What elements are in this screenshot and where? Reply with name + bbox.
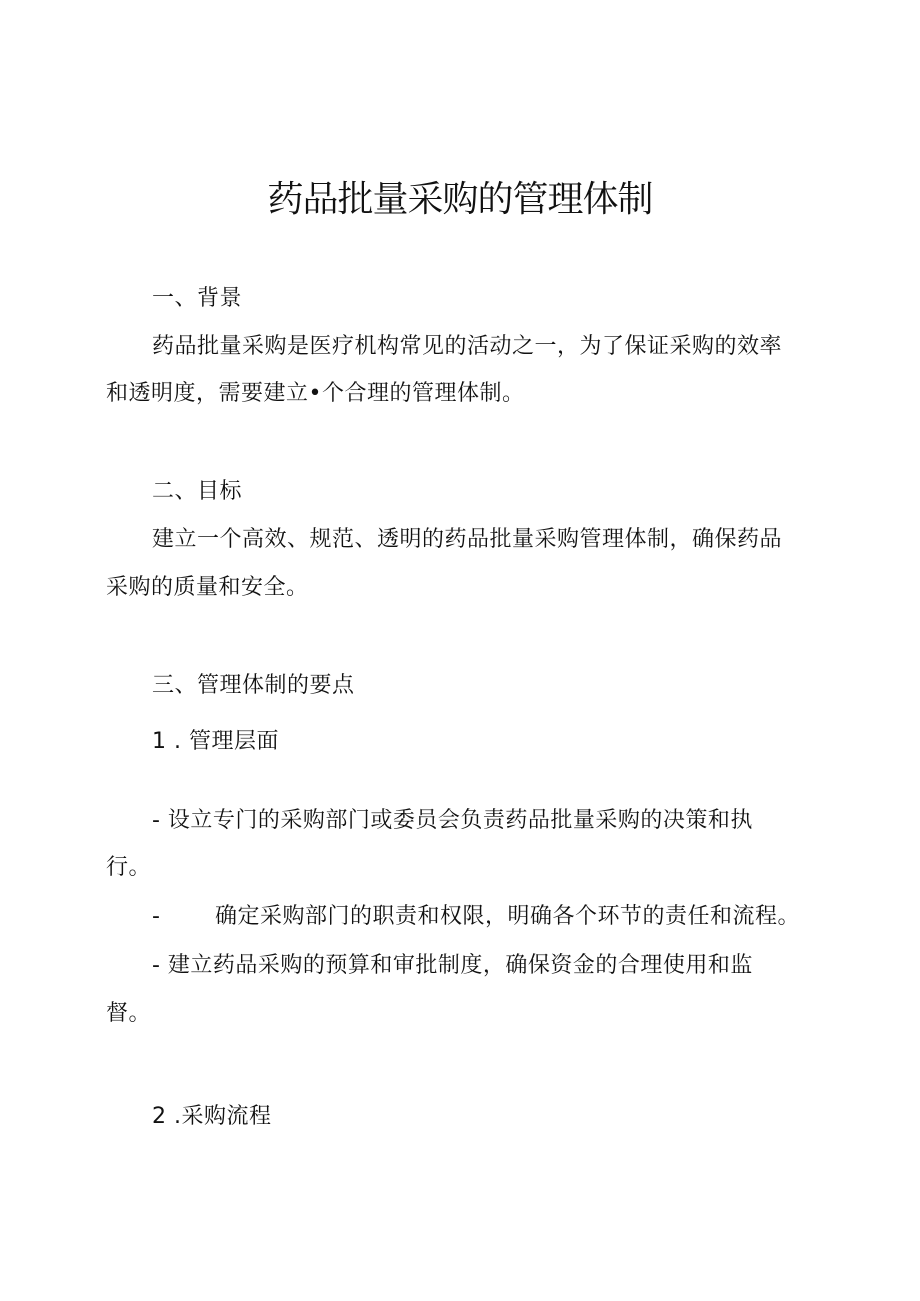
goal-paragraph-line-2: 采购的质量和安全。 xyxy=(106,575,309,600)
section-heading-key-points: 三、管理体制的要点 xyxy=(152,673,355,698)
list-item-1-line-1: - 设立专门的采购部门或委员会负责药品批量采购的决策和执 xyxy=(152,808,753,833)
background-paragraph-line-2: 和透明度，需要建立•个合理的管理体制。 xyxy=(106,381,525,406)
list-item-2-dash: - xyxy=(152,904,161,929)
list-item-2-text: 确定采购部门的职责和权限，明确各个环节的责任和流程。 xyxy=(215,904,801,929)
subsection-heading-procurement-process: 2 .采购流程 xyxy=(152,1104,272,1129)
subsection-heading-management-level: 1 . 管理层面 xyxy=(152,729,279,754)
section-heading-goal: 二、目标 xyxy=(152,479,243,504)
section-heading-background: 一、背景 xyxy=(152,286,243,311)
document-title: 药品批量采购的管理体制 xyxy=(267,179,653,220)
background-paragraph-line-1: 药品批量采购是医疗机构常见的活动之一，为了保证采购的效率 xyxy=(152,334,783,359)
goal-paragraph-line-1: 建立一个高效、规范、透明的药品批量采购管理体制，确保药品 xyxy=(152,527,783,552)
list-item-3-line-1: - 建立药品采购的预算和审批制度，确保资金的合理使用和监 xyxy=(152,953,753,978)
list-item-3-line-2: 督。 xyxy=(106,1001,152,1026)
list-item-1-line-2: 行。 xyxy=(106,855,152,880)
